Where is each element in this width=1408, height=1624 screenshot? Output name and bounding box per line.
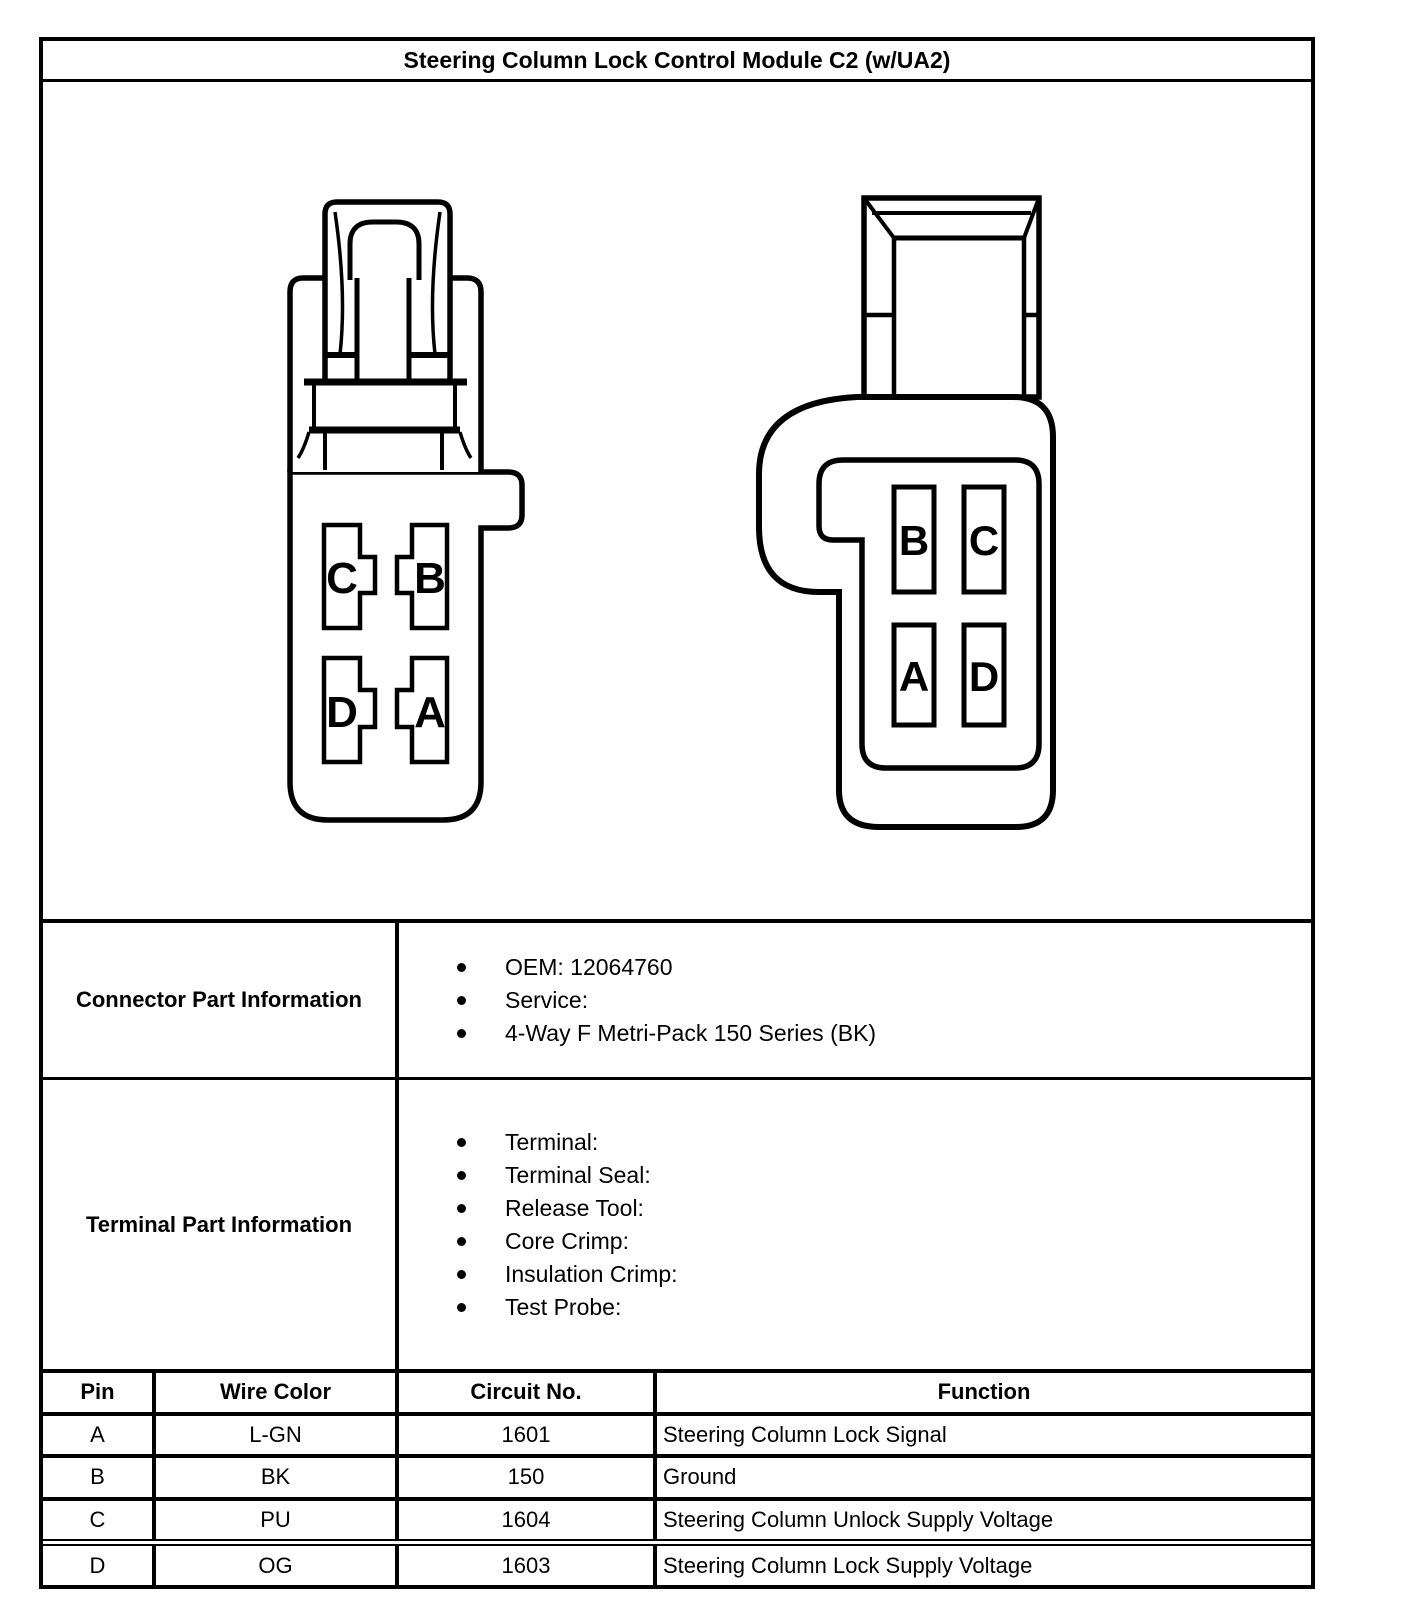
cell-wire-color: OG <box>156 1546 399 1585</box>
connector-rear-view-drawing <box>290 202 522 820</box>
cell-circuit-no: 1603 <box>399 1546 657 1585</box>
bullet-icon <box>457 1204 466 1213</box>
list-item <box>457 1017 1311 1050</box>
cell-circuit-no: 1601 <box>399 1416 657 1455</box>
list-item-text: OEM: 12064760 <box>505 953 673 980</box>
connector-spec-page <box>39 37 1315 1589</box>
connector-part-info-section <box>43 919 1311 1077</box>
header-cell-circuit-no: Circuit No. <box>399 1373 657 1412</box>
cell-wire-color: PU <box>156 1501 399 1540</box>
list-item-text: 4-Way F Metri-Pack 150 Series (BK) <box>505 1019 877 1046</box>
bullet-icon <box>457 1029 466 1038</box>
bullet-icon <box>457 1303 466 1312</box>
connector-figure-area <box>43 82 1311 919</box>
list-item <box>457 984 1311 1017</box>
list-item <box>457 1225 1311 1258</box>
list-item-text: Test Probe: <box>505 1293 622 1320</box>
cell-pin: A <box>43 1416 156 1455</box>
list-item-text: Insulation Crimp: <box>505 1260 678 1287</box>
cell-function: Steering Column Unlock Supply Voltage <box>663 1507 1054 1533</box>
front-pin-label-b: B <box>898 517 930 564</box>
rear-pin-label-d: D <box>326 688 358 737</box>
header-cell-pin: Pin <box>43 1373 156 1412</box>
list-item-text: Terminal: <box>505 1128 599 1155</box>
connector-part-info-list <box>399 923 1311 1077</box>
cell-pin: D <box>43 1546 156 1585</box>
bullet-icon <box>457 1138 466 1147</box>
cell-wire-color: BK <box>156 1458 399 1497</box>
connector-front-view-drawing <box>759 198 1053 827</box>
list-item <box>457 951 1311 984</box>
table-header-row <box>43 1373 1311 1412</box>
connector-diagrams-svg <box>43 82 1311 919</box>
front-pin-label-a: A <box>898 653 930 700</box>
page-title: Steering Column Lock Control Module C2 (w/UA2) <box>43 41 1311 82</box>
cell-pin: B <box>43 1458 156 1497</box>
cell-wire-color: L-GN <box>156 1416 399 1455</box>
header-cell-wire-color: Wire Color <box>156 1373 399 1412</box>
list-item <box>457 1291 1311 1324</box>
table-row-pin-c <box>43 1497 1311 1540</box>
header-cell-function: Function <box>937 1379 1031 1405</box>
front-pin-label-d: D <box>968 653 1000 700</box>
list-item-text: Terminal Seal: <box>505 1161 651 1188</box>
bullet-icon <box>457 963 466 972</box>
bullet-icon <box>457 1171 466 1180</box>
terminal-part-info-list <box>399 1080 1311 1369</box>
list-item <box>457 1192 1311 1225</box>
bullet-icon <box>457 1237 466 1246</box>
cell-circuit-no: 1604 <box>399 1501 657 1540</box>
list-item-text: Service: <box>505 986 589 1013</box>
terminal-part-info-label: Terminal Part Information <box>43 1080 399 1369</box>
terminal-part-info-section <box>43 1077 1311 1369</box>
pin-table <box>43 1369 1311 1585</box>
cell-circuit-no: 150 <box>399 1458 657 1497</box>
bullet-icon <box>457 996 466 1005</box>
cell-function: Steering Column Lock Signal <box>663 1421 947 1447</box>
list-item <box>457 1126 1311 1159</box>
list-item <box>457 1159 1311 1192</box>
list-item <box>457 1258 1311 1291</box>
bullet-icon <box>457 1270 466 1279</box>
rear-pin-label-a: A <box>414 688 446 737</box>
cell-function: Steering Column Lock Supply Voltage <box>663 1552 1033 1578</box>
connector-part-info-label: Connector Part Information <box>43 923 399 1077</box>
cell-pin: C <box>43 1501 156 1540</box>
table-row-pin-b <box>43 1454 1311 1497</box>
list-item-text: Release Tool: <box>505 1194 644 1221</box>
table-row-pin-a <box>43 1412 1311 1455</box>
cell-function: Ground <box>663 1464 737 1490</box>
table-row-pin-d <box>43 1539 1311 1585</box>
list-item-text: Core Crimp: <box>505 1227 629 1254</box>
front-pin-label-c: C <box>968 517 1000 564</box>
rear-pin-label-b: B <box>414 554 446 603</box>
rear-pin-label-c: C <box>326 554 358 603</box>
